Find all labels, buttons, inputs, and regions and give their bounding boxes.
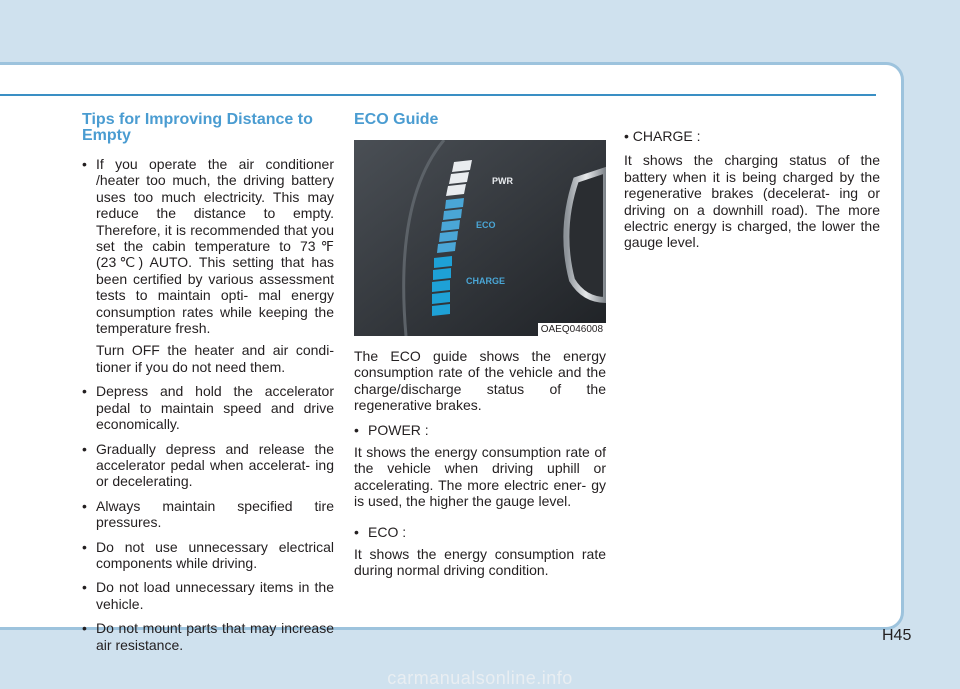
- list-item-text: Do not load unnecessary items in the vehicle.: [96, 579, 334, 612]
- list-item: [354, 422, 606, 438]
- power-description: It shows the energy consumption rate of the vehicle when driving uphill or accelerating. The more electric ener- gy is used, the higher the gauge level.: [354, 444, 606, 510]
- gauge-label-pwr: PWR: [492, 176, 513, 186]
- bullet: •: [82, 538, 87, 555]
- list-item: [82, 441, 334, 490]
- eco-modes-list-2: [354, 524, 606, 540]
- charge-segments: [432, 256, 452, 316]
- charge-description: It shows the charging status of the battery when it is being charged by the regenerative brakes (decelerat- ing or driving on a downhill road). The more electric energy is charged, the lower the gauge level.: [624, 152, 880, 251]
- eco-description: It shows the energy consumption rate during normal driving condition.: [354, 546, 606, 579]
- header-rule: [0, 94, 876, 96]
- list-item: [82, 579, 334, 612]
- list-item: [354, 524, 606, 540]
- bullet: •: [82, 497, 87, 514]
- gauge-label-charge: CHARGE: [466, 276, 506, 286]
- left-column: [82, 112, 334, 661]
- tip-note: Turn OFF the heater and air condi- tioner if you do not need them.: [96, 342, 334, 375]
- right-column: [624, 128, 880, 251]
- eco-modes-list: [354, 422, 606, 438]
- list-item: [82, 156, 334, 336]
- gauge-ring: [566, 170, 606, 300]
- list-item: [82, 498, 334, 531]
- list-item-text: Gradually depress and release the accelerator pedal when accelerat- ing or decelerating.: [96, 440, 334, 490]
- charge-heading: • CHARGE :: [624, 128, 701, 144]
- bullet: •: [82, 440, 87, 457]
- bullet: •: [82, 579, 87, 596]
- bullet: •: [354, 421, 359, 438]
- list-item-text: Do not use unnecessary electrical components while driving.: [96, 538, 334, 571]
- eco-gauge-illustration: [354, 140, 606, 336]
- eco-intro: The ECO guide shows the energy consumption rate of the vehicle and the charge/discharge status of the regenerative brakes.: [354, 348, 606, 414]
- list-item: [82, 620, 334, 653]
- tips-list: [82, 156, 334, 336]
- bullet: •: [82, 383, 87, 400]
- page-number: H45: [882, 627, 912, 644]
- bullet: •: [354, 523, 359, 540]
- list-item-text: Always maintain specified tire pressures.: [96, 497, 334, 531]
- bullet: •: [82, 620, 87, 637]
- list-item-text: If you operate the air conditioner /heater too much, the driving battery uses too much electricity. This may reduce the distance to empty. Therefore, it is recommended that you set the cabin temperature to 73℉ (23℃) AUTO. This setting that has been certified by various assessment tests to maintain opti- mal energy consumption rates while keeping the temperature fresh.: [96, 156, 334, 337]
- list-item-text: Depress and hold the accelerator pedal to maintain speed and drive economically.: [96, 383, 334, 433]
- list-item-text: POWER :: [368, 421, 429, 438]
- bullet: •: [82, 156, 87, 172]
- list-item-text: ECO :: [368, 523, 407, 540]
- figure-code: OAEQ046008: [538, 323, 606, 336]
- list-item-text: Do not mount parts that may increase air resistance.: [96, 620, 334, 653]
- section-title-tips: Tips for Improving Distance to Empty: [82, 111, 313, 144]
- watermark: carmanualsonline.info: [387, 668, 573, 688]
- list-item: [82, 539, 334, 572]
- eco-gauge-figure: [354, 140, 606, 336]
- tips-list-continued: [82, 383, 334, 653]
- list-item: [82, 383, 334, 432]
- middle-column: [354, 112, 606, 579]
- section-title-eco-guide: ECO Guide: [354, 111, 439, 128]
- gauge-label-eco: ECO: [476, 220, 496, 230]
